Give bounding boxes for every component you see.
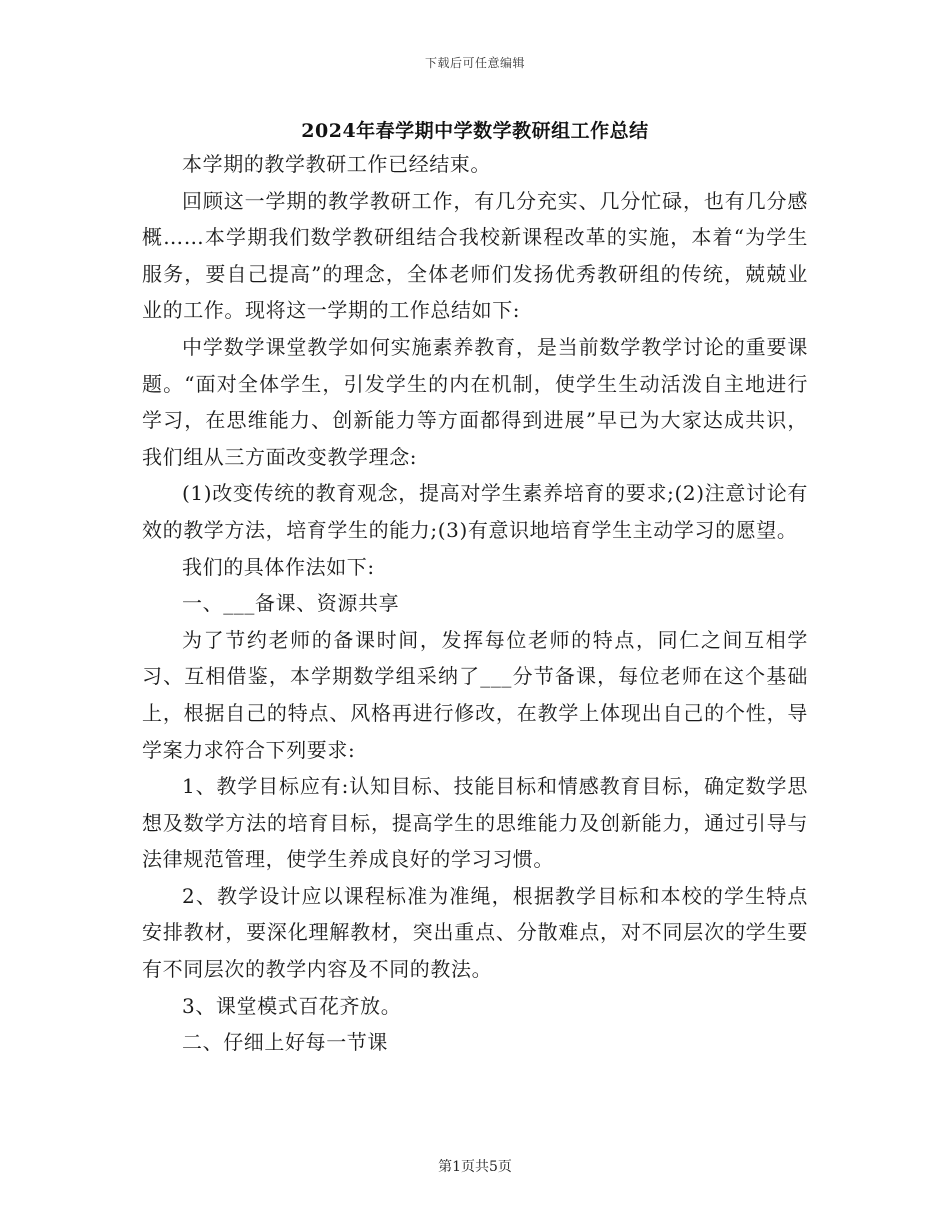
paragraph-three-aspects: (1)改变传统的教育观念，提高对学生素养培育的要求;(2)注意讨论有效的教学方法，培育学生的能力;(3)有意识地培育学生主动学习的愿望。 [142,481,808,542]
paragraph-lesson-prep: 为了节约老师的备课时间，发挥每位老师的特点，同仁之间互相学习、互相借鉴，本学期数学组采纳了___分节备课，每位老师在这个基础上，根据自己的特点、风格再进行修改，在教学上体现出自己的个性，导学案力求符合下列要求: [142,627,808,762]
paragraph-methods-intro: 我们的具体作法如下: [182,554,375,579]
list-item-teaching-design: 2、教学设计应以课程标准为准绳，根据教学目标和本校的学生特点安排教材，要深化理解教材，突出重点、分散难点，对不同层次的学生要有不同层次的教学内容及不同的教法。 [142,883,808,982]
section-heading-each-class: 二、仔细上好每一节课 [182,1030,388,1055]
section-heading-lesson-prep: 一、___备课、资源共享 [182,591,400,616]
list-item-teaching-goals: 1、教学目标应有:认知目标、技能目标和情感教育目标，确定数学思想及数学方法的培育目标，提高学生的思维能力及创新能力，通过引导与法律规范管理，使学生养成良好的学习习惯。 [142,774,808,872]
list-item-classroom-mode: 3、课堂模式百花齐放。 [182,993,402,1018]
paragraph-quality-education: 中学数学课堂教学如何实施素养教育，是当前数学教学讨论的重要课题。“面对全体学生，引发学生的内在机制，使学生生动活泼自主地进行学习，在思维能力、创新能力等方面都得到进展”早已为大家达成共识，我们组从三方面改变教学理念: [142,334,808,469]
document-body [142,146,808,1061]
paragraph-intro: 本学期的教学教研工作已经结束。 [182,152,491,176]
page-number: 第1页共5页 [438,1159,512,1175]
document-title: 2024年春学期中学数学教研组工作总结 [301,120,649,142]
paragraph-review: 回顾这一学期的教学教研工作，有几分充实、几分忙碌，也有几分感概……本学期我们数学教研组结合我校新课程改革的实施，本着“为学生服务，要自己提高”的理念，全体老师们发扬优秀教研组的传统，兢兢业业的工作。现将这一学期的工作总结如下: [142,188,808,323]
page-header-note: 下载后可任意编辑 [424,56,525,70]
